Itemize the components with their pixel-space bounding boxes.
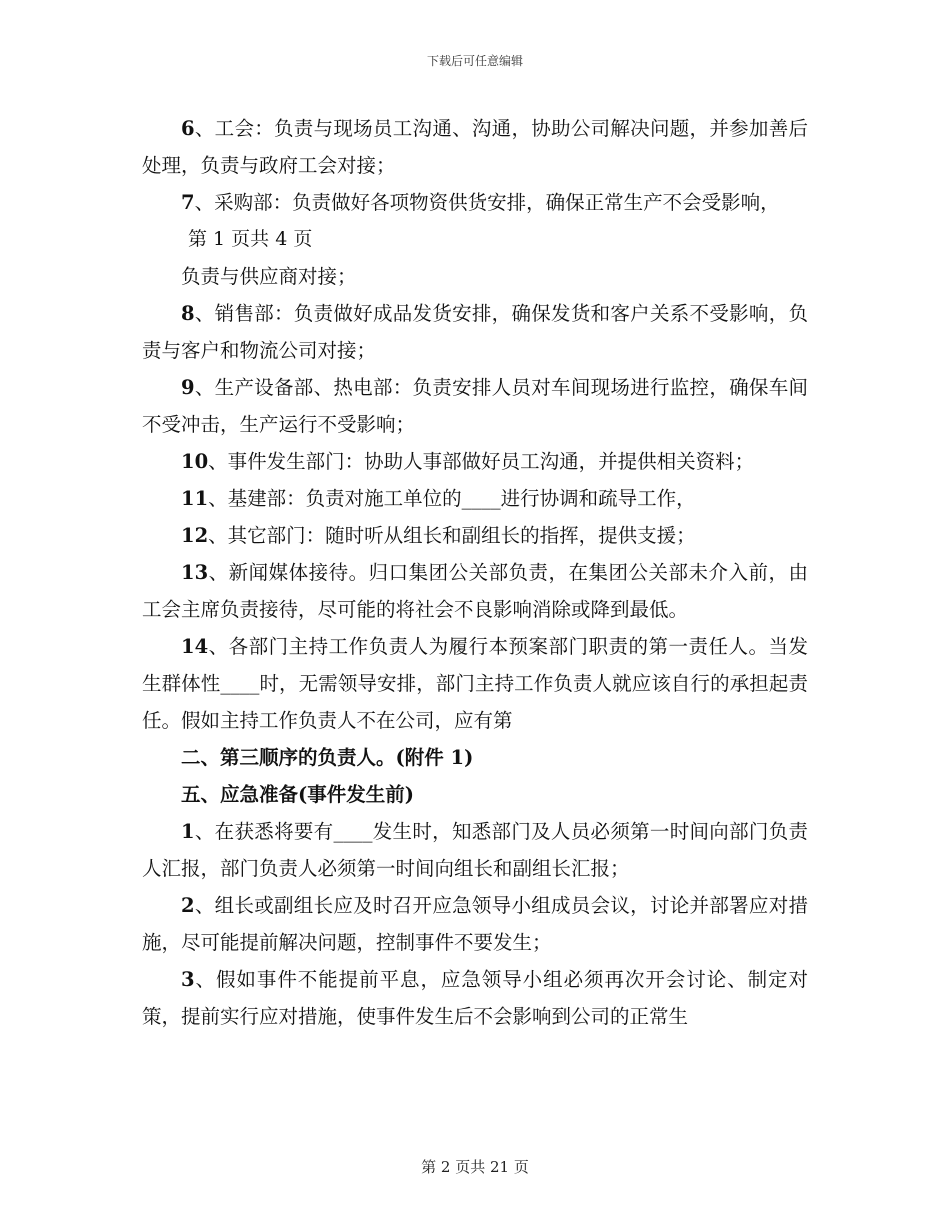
page-header: 下载后可任意编辑 bbox=[426, 54, 523, 68]
item-number: 14 bbox=[181, 635, 209, 658]
paragraph-text: 负责与供应商对接； bbox=[181, 265, 357, 288]
paragraph-text: 、销售部：负责做好成品发货安排，确保发货和客户关系不受影响，负责与客户和物流公司对接； bbox=[142, 302, 808, 362]
paragraph-text: 、基建部：负责对施工单位的____进行协调和疏导工作， bbox=[208, 487, 696, 510]
paragraph-s5-2 bbox=[142, 887, 808, 961]
section-heading-5: 五、应急准备(事件发生前) bbox=[181, 783, 414, 806]
item-number: 8 bbox=[181, 302, 195, 325]
item-number: 2 bbox=[181, 894, 195, 917]
paragraph-text: 、各部门主持工作负责人为履行本预案部门职责的第一责任人。当发生群体性____时，无需领导安排，部门主持工作负责人就应该自行的承担起责任。假如主持工作负责人不在公司，应有第 bbox=[142, 635, 808, 732]
paragraph-14 bbox=[142, 628, 808, 739]
paragraph-6 bbox=[142, 110, 808, 184]
item-number: 11 bbox=[181, 487, 209, 510]
paragraph-text: 、假如事件不能提前平息，应急领导小组必须再次开会讨论、制定对策，提前实行应对措施，使事件发生后不会影响到公司的正常生 bbox=[142, 968, 808, 1028]
paragraph-7 bbox=[142, 184, 808, 221]
inline-page-marker: 第 1 页共 4 页 bbox=[188, 228, 313, 250]
paragraph-text: 、在获悉将要有____发生时，知悉部门及人员必须第一时间向部门负责人汇报，部门负责人必须第一时间向组长和副组长汇报； bbox=[142, 820, 808, 880]
section-heading-2: 二、第三顺序的负责人。(附件 1) bbox=[181, 746, 474, 769]
paragraph-text: 、组长或副组长应及时召开应急领导小组成员会议，讨论并部署应对措施，尽可能提前解决问题，控制事件不要发生； bbox=[142, 894, 808, 954]
item-number: 9 bbox=[181, 376, 195, 399]
paragraph-s5-1 bbox=[142, 813, 808, 887]
item-number: 1 bbox=[181, 820, 195, 843]
paragraph-s5-3 bbox=[142, 961, 808, 1035]
item-number: 3 bbox=[181, 968, 195, 991]
paragraph-text: 、其它部门：随时听从组长和副组长的指挥，提供支援； bbox=[208, 524, 696, 547]
paragraph-9 bbox=[142, 369, 808, 443]
paragraph-11 bbox=[142, 480, 808, 517]
paragraph-text: 、工会：负责与现场员工沟通、沟通，协助公司解决问题，并参加善后处理，负责与政府工会对接； bbox=[142, 117, 808, 177]
paragraph-12 bbox=[142, 517, 808, 554]
paragraph-10 bbox=[142, 443, 808, 480]
item-number: 12 bbox=[181, 524, 209, 547]
paragraph-13 bbox=[142, 554, 808, 628]
document-body bbox=[142, 110, 808, 1035]
page-footer: 第 2 页共 21 页 bbox=[421, 1158, 529, 1176]
paragraph-text: 、新闻媒体接待。归口集团公关部负责，在集团公关部未介入前，由工会主席负责接待，尽可能的将社会不良影响消除或降到最低。 bbox=[142, 561, 808, 621]
paragraph-text: 、生产设备部、热电部：负责安排人员对车间现场进行监控，确保车间不受冲击，生产运行不受影响； bbox=[142, 376, 808, 436]
item-number: 6 bbox=[181, 117, 195, 140]
paragraph-text: 、采购部：负责做好各项物资供货安排，确保正常生产不会受影响， bbox=[194, 191, 780, 214]
paragraph-text: 、事件发生部门：协助人事部做好员工沟通，并提供相关资料； bbox=[208, 450, 755, 473]
item-number: 7 bbox=[181, 191, 195, 214]
item-number: 13 bbox=[181, 561, 209, 584]
paragraph-7-continued bbox=[142, 258, 808, 295]
paragraph-8 bbox=[142, 295, 808, 369]
item-number: 10 bbox=[181, 450, 209, 473]
